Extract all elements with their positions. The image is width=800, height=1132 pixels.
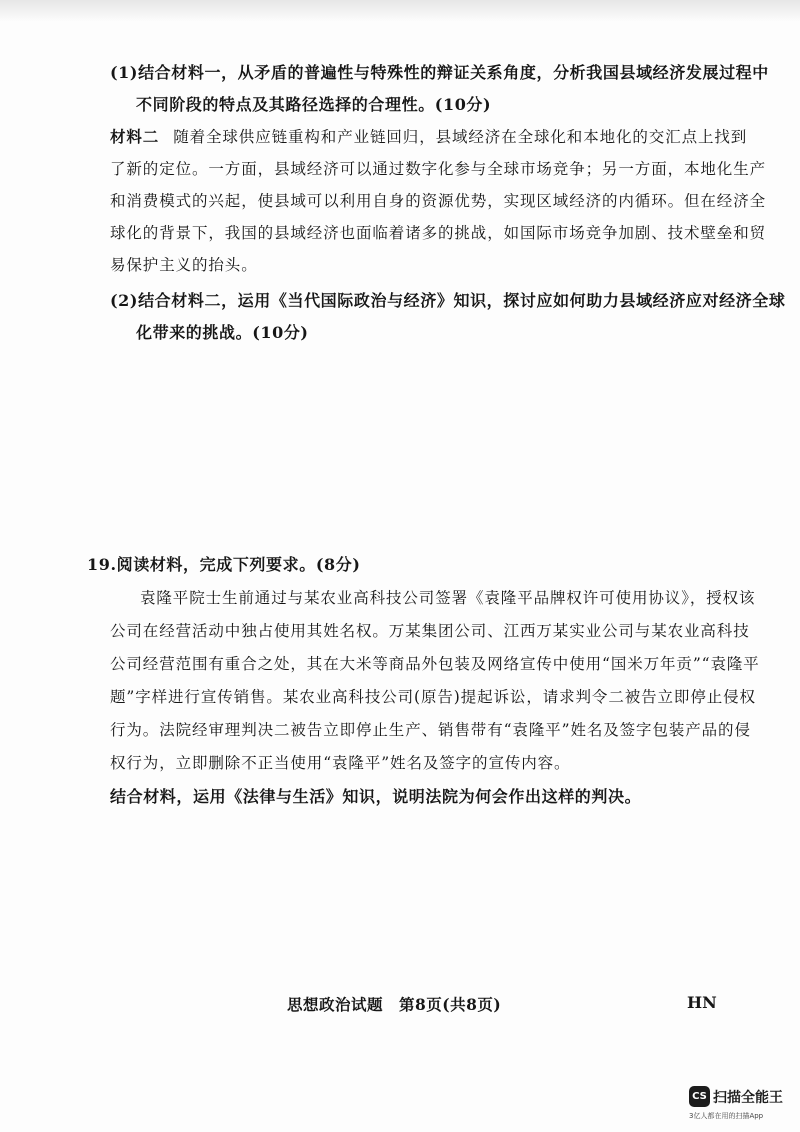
material2-text-1: 随着全球供应链重构和产业链回归，县域经济在全球化和本地化的交汇点上找到 [173,128,748,146]
q19-material-line3: 公司经营范围有重合之处，其在大米等商品外包装及网络宣传中使用“国米万年贡”“袁隆平 [110,655,760,673]
page-footer-code: HN [687,993,717,1012]
camscanner-name: 扫描全能王 [713,1090,783,1106]
material2-line5: 易保护主义的抬头。 [110,256,258,274]
material2-label: 材料二 [110,127,160,146]
material2-line1 [110,125,747,147]
q19-title: 19.阅读材料，完成下列要求。(8分) [87,555,361,574]
material2-line3: 和消费模式的兴起，使县域可以利用自身的资源优势，实现区域经济的内循环。但在经济全 [110,192,767,210]
camscanner-logo-icon: CS [689,1086,710,1107]
q19-material-line2: 公司在经营活动中独占使用其姓名权。万某集团公司、江西万某实业公司与某农业高科技 [110,622,750,640]
q18-part2-line2: 化带来的挑战。(10分) [136,323,309,342]
q19-prompt: 结合材料，运用《法律与生活》知识，说明法院为何会作出这样的判决。 [110,787,642,806]
q18-part1-line2: 不同阶段的特点及其路径选择的合理性。(10分) [136,95,492,114]
q19-material-line5: 行为。法院经审理判决二被告立即停止生产、销售带有“袁隆平”姓名及签字包装产品的侵 [110,721,751,739]
material2-line2: 了新的定位。一方面，县域经济可以通过数字化参与全球市场竞争；另一方面，本地化生产 [110,160,767,178]
camscanner-tagline: 3亿人都在用的扫描App [689,1112,764,1120]
q19-material-line4: 题”字样进行宣传销售。某农业高科技公司(原告)提起诉讼，请求判令二被告立即停止侵权 [110,688,756,706]
material2-line4: 球化的背景下，我国的县域经济也面临着诸多的挑战，如国际市场竞争加剧、技术壁垒和贸 [110,224,767,242]
q19-material-line1: 袁隆平院士生前通过与某农业高科技公司签署《袁隆平品牌权许可使用协议》，授权该 [140,589,756,607]
q18-part1-line1: (1)结合材料一，从矛盾的普遍性与特殊性的辩证关系角度，分析我国县域经济发展过程中 [110,63,769,82]
q19-material-line6: 权行为，立即删除不正当使用“袁隆平”姓名及签字的宣传内容。 [110,754,571,772]
camscanner-watermark [689,1086,793,1126]
scan-edge-shadow [0,0,800,22]
q18-part2-line1: (2)结合材料二，运用《当代国际政治与经济》知识，探讨应如何助力县域经济应对经济全球 [110,291,786,310]
page-footer-title: 思想政治试题 第8页(共8页) [287,995,502,1014]
